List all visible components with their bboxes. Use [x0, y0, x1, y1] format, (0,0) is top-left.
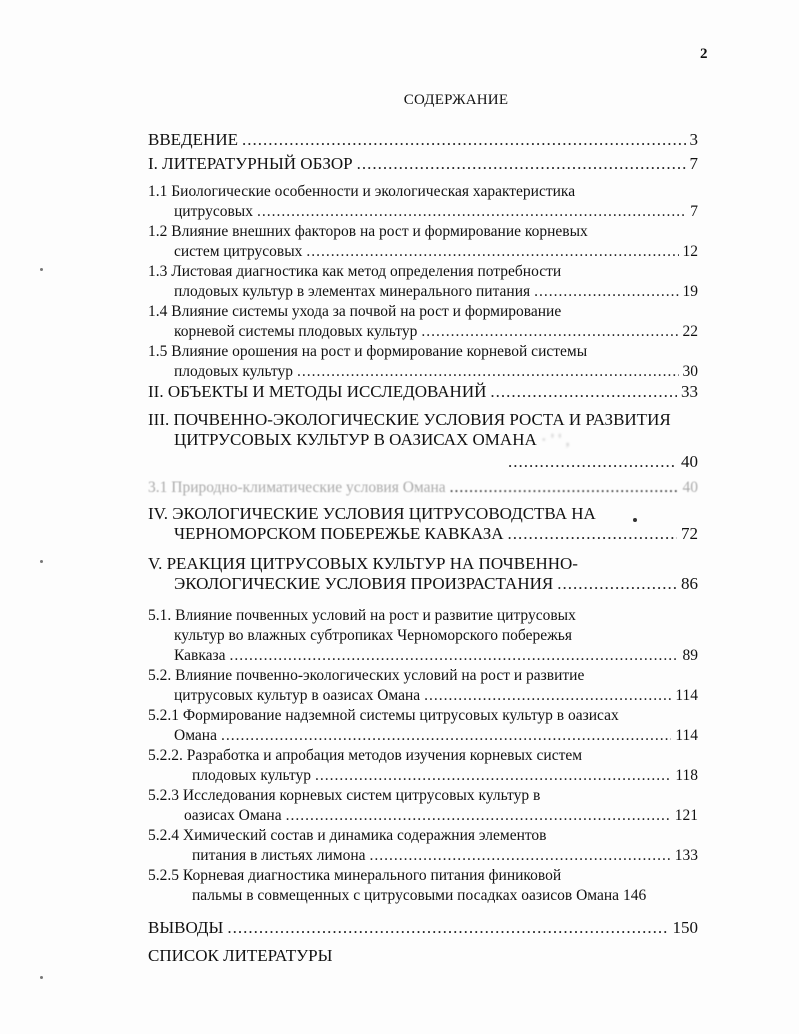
- toc-entry-5-2-5: 5.2.5 Корневая диагностика минерального питания финиковой пальмы в совмещенных с цитрусовыми посадках оазисов Омана 146: [148, 867, 647, 904]
- toc-entry-3-1-faded: 3.1 Природно-климатические условия Омана ..... 40: [148, 478, 698, 498]
- toc-entry-chapter-3: III. ПОЧВЕННО-ЭКОЛОГИЧЕСКИЕ УСЛОВИЯ РОСТА И РАЗВИТИЯ ЦИТРУСОВЫХ КУЛЬТУР В ОАЗИСАХ ОМАНА · ' ' , ..... 40: [148, 410, 698, 472]
- scan-speck: [40, 560, 43, 563]
- toc-entry-5-2: 5.2. Влияние почвенно-экологических условий на рост и развитие цитрусовых культур в оазисах Омана ..... 114: [148, 666, 698, 706]
- scan-smudge: [174, 452, 504, 472]
- table-of-contents: [148, 130, 698, 966]
- toc-entry-1-5: 1.5 Влияние орошения на рост и формирование корневой системы плодовых культур ..... 30: [148, 342, 698, 382]
- toc-entry-1-1: 1.1 Биологические особенности и экологическая характеристика цитрусовых ..... 7: [148, 182, 698, 222]
- toc-entry-chapter-1: I. ЛИТЕРАТУРНЫЙ ОБЗОР ..... 7: [148, 154, 698, 174]
- scan-speck: [40, 268, 43, 271]
- scan-speck: [633, 518, 637, 522]
- toc-entry-references: СПИСОК ЛИТЕРАТУРЫ: [148, 946, 333, 965]
- toc-entry-1-3: 1.3 Листовая диагностика как метод определения потребности плодовых культур в элементах минерального питания ..... 19: [148, 262, 698, 302]
- toc-entry-5-2-4: 5.2.4 Химический состав и динамика содеражния элементов питания в листьях лимона ..... 133: [148, 826, 698, 866]
- leader-dots: [242, 130, 686, 150]
- toc-page: 3: [689, 130, 698, 149]
- toc-entry-introduction: ВВЕДЕНИЕ ..... 3: [148, 130, 698, 150]
- toc-title: СОДЕРЖАНИЕ: [403, 92, 509, 108]
- toc-entry-1-2: 1.2 Влияние внешних факторов на рост и формирование корневых систем цитрусовых ..... 12: [148, 222, 698, 262]
- toc-entry-5-2-1: 5.2.1 Формирование надземной системы цитрусовых культур в оазисах Омана ..... 114: [148, 706, 698, 746]
- toc-entry-5-2-2: 5.2.2. Разработка и апробация методов изучения корневых систем плодовых культур ..... 118: [148, 746, 698, 786]
- toc-entry-5-1: 5.1. Влияние почвенных условий на рост и развитие цитрусовых культур во влажных субтропиках Черноморского побережья Кавказа ..... 89: [148, 606, 698, 666]
- toc-entry-chapter-4: IV. ЭКОЛОГИЧЕСКИЕ УСЛОВИЯ ЦИТРУСОВОДСТВА НА ЧЕРНОМОРСКОМ ПОБЕРЕЖЬЕ КАВКАЗА ..... 72: [148, 504, 698, 544]
- toc-entry-chapter-5: V. РЕАКЦИЯ ЦИТРУСОВЫХ КУЛЬТУР НА ПОЧВЕННО- ЭКОЛОГИЧЕСКИЕ УСЛОВИЯ ПРОИЗРАСТАНИЯ ..... 86: [148, 554, 698, 594]
- toc-entry-chapter-2: II. ОБЪЕКТЫ И МЕТОДЫ ИССЛЕДОВАНИЙ ..... 33: [148, 382, 698, 402]
- scan-smudge: · ' ' ,: [541, 430, 570, 449]
- toc-entry-1-4: 1.4 Влияние системы ухода за почвой на рост и формирование корневой системы плодовых культур ..... 22: [148, 302, 698, 342]
- page-number: 2: [700, 46, 708, 62]
- toc-entry-5-2-3: 5.2.3 Исследования корневых систем цитрусовых культур в оазисах Омана ..... 121: [148, 786, 698, 826]
- scan-speck: [40, 976, 43, 979]
- toc-entry-conclusions: ВЫВОДЫ ..... 150: [148, 918, 698, 938]
